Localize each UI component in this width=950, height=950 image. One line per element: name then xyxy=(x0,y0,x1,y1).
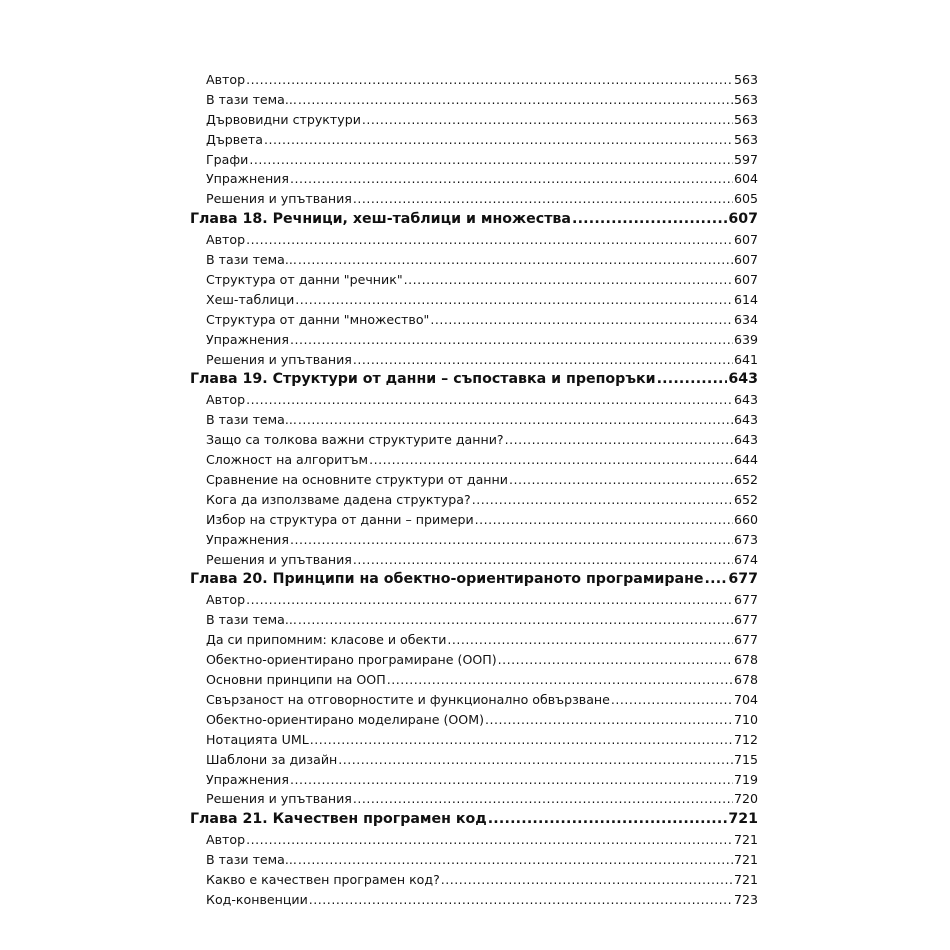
toc-page-number: 673 xyxy=(733,531,758,547)
toc-entry-title: Автор xyxy=(206,592,246,608)
toc-section-entry xyxy=(190,330,758,350)
toc-entry-title: Основни принципи на ООП xyxy=(206,672,386,688)
toc-entry-title: Код-конвенции xyxy=(206,891,308,907)
toc-section-entry xyxy=(190,470,758,490)
toc-entry-title: Избор на структура от данни – примери xyxy=(206,511,474,527)
toc-page-number: 704 xyxy=(733,691,758,707)
toc-section-entry xyxy=(190,130,758,150)
toc-section-entry xyxy=(190,870,758,890)
toc-section-entry xyxy=(190,310,758,330)
toc-entry-title: Сложност на алгоритъм xyxy=(206,452,369,468)
toc-page-number: 607 xyxy=(733,252,758,268)
toc-page-number: 563 xyxy=(733,131,758,147)
dot-leader xyxy=(404,270,733,290)
toc-entry-title: Автор xyxy=(206,392,246,408)
toc-page-number: 677 xyxy=(733,592,758,608)
dot-leader xyxy=(298,610,733,630)
toc-entry-title: Обектно-ориентирано програмиране (ООП) xyxy=(206,652,497,668)
toc-entry-title: Да си припомним: класове и обекти xyxy=(206,632,447,648)
toc-section-entry xyxy=(190,789,758,809)
toc-entry-title: Защо са толкова важни структурите данни? xyxy=(206,432,504,448)
toc-entry-title: В тази тема... xyxy=(206,91,297,107)
dot-leader xyxy=(498,650,733,670)
toc-entry-title: Нотацията UML xyxy=(206,731,309,747)
toc-page-number: 597 xyxy=(733,151,758,167)
toc-page-number: 720 xyxy=(733,791,758,807)
toc-page-number: 660 xyxy=(733,511,758,527)
toc-section-entry xyxy=(190,70,758,90)
toc-entry-title: Глава 21. Качествен програмен код xyxy=(190,811,487,828)
dot-leader xyxy=(246,230,733,250)
toc-page-number: 678 xyxy=(733,672,758,688)
toc-page-number: 614 xyxy=(733,291,758,307)
dot-leader xyxy=(246,390,733,410)
table-of-contents xyxy=(190,70,758,910)
toc-section-entry xyxy=(190,850,758,870)
dot-leader xyxy=(485,710,733,730)
toc-page-number: 605 xyxy=(733,191,758,207)
toc-entry-title: Шаблони за дизайн xyxy=(206,751,338,767)
toc-section-entry xyxy=(190,450,758,470)
toc-entry-title: Автор xyxy=(206,232,246,248)
dot-leader xyxy=(290,530,733,550)
dot-leader xyxy=(249,150,733,170)
dot-leader xyxy=(611,690,733,710)
dot-leader xyxy=(353,550,733,570)
toc-entry-title: Структура от данни "речник" xyxy=(206,272,403,288)
toc-page-number: 563 xyxy=(733,91,758,107)
dot-leader xyxy=(488,809,728,830)
toc-entry-title: Упражнения xyxy=(206,531,289,547)
dot-leader xyxy=(290,330,733,350)
toc-entry-title: Упражнения xyxy=(206,771,289,787)
toc-section-entry xyxy=(190,110,758,130)
toc-section-entry xyxy=(190,230,758,250)
dot-leader xyxy=(705,569,728,590)
dot-leader xyxy=(475,510,733,530)
dot-leader xyxy=(295,290,733,310)
toc-page-number: 641 xyxy=(733,351,758,367)
toc-section-entry xyxy=(190,630,758,650)
toc-page-number: 721 xyxy=(733,852,758,868)
toc-section-entry xyxy=(190,430,758,450)
dot-leader xyxy=(246,830,733,850)
toc-page-number: 677 xyxy=(733,632,758,648)
toc-section-entry xyxy=(190,750,758,770)
toc-section-entry xyxy=(190,490,758,510)
toc-section-entry xyxy=(190,250,758,270)
toc-page-number: 674 xyxy=(733,551,758,567)
toc-entry-title: Решения и упътвания xyxy=(206,191,352,207)
dot-leader xyxy=(298,90,733,110)
dot-leader xyxy=(369,450,733,470)
toc-page-number: 721 xyxy=(733,832,758,848)
toc-entry-title: Графи xyxy=(206,151,249,167)
dot-leader xyxy=(441,870,733,890)
dot-leader xyxy=(309,890,733,910)
dot-leader xyxy=(264,130,733,150)
toc-section-entry xyxy=(190,650,758,670)
toc-entry-title: В тази тема... xyxy=(206,852,297,868)
dot-leader xyxy=(353,189,733,209)
toc-section-entry xyxy=(190,169,758,189)
toc-page-number: 563 xyxy=(733,72,758,87)
toc-section-entry xyxy=(190,670,758,690)
toc-section-entry xyxy=(190,90,758,110)
dot-leader xyxy=(572,209,727,230)
dot-leader xyxy=(430,310,733,330)
dot-leader xyxy=(505,430,733,450)
toc-entry-title: Хеш-таблици xyxy=(206,291,295,307)
toc-page-number: 643 xyxy=(733,412,758,428)
toc-entry-title: Автор xyxy=(206,72,246,87)
toc-page-number: 721 xyxy=(728,811,758,828)
toc-page-number: 643 xyxy=(733,392,758,408)
toc-entry-title: Обектно-ориентирано моделиране (ООМ) xyxy=(206,711,485,727)
toc-section-entry xyxy=(190,270,758,290)
toc-page-number: 652 xyxy=(733,491,758,507)
toc-section-entry xyxy=(190,189,758,209)
toc-section-entry xyxy=(190,390,758,410)
toc-entry-title: Глава 19. Структури от данни – съпоставка и препоръки xyxy=(190,371,656,388)
toc-section-entry xyxy=(190,690,758,710)
toc-section-entry xyxy=(190,150,758,170)
toc-section-entry xyxy=(190,350,758,370)
dot-leader xyxy=(298,410,733,430)
toc-section-entry xyxy=(190,770,758,790)
dot-leader xyxy=(387,670,733,690)
toc-page-number: 710 xyxy=(733,711,758,727)
toc-entry-title: Кога да използваме дадена структура? xyxy=(206,491,471,507)
toc-entry-title: Глава 20. Принципи на обектно-ориентираното програмиране xyxy=(190,571,704,588)
toc-entry-title: Упражнения xyxy=(206,331,289,347)
dot-leader xyxy=(353,350,733,370)
toc-chapter-entry xyxy=(190,369,758,390)
toc-page-number: 678 xyxy=(733,652,758,668)
dot-leader xyxy=(298,250,733,270)
toc-entry-title: Решения и упътвания xyxy=(206,791,352,807)
toc-page-number: 634 xyxy=(733,311,758,327)
dot-leader xyxy=(362,110,733,130)
toc-entry-title: Упражнения xyxy=(206,171,289,187)
toc-entry-title: В тази тема... xyxy=(206,252,297,268)
toc-entry-title: Решения и упътвания xyxy=(206,551,352,567)
toc-entry-title: В тази тема... xyxy=(206,612,297,628)
toc-section-entry xyxy=(190,710,758,730)
toc-section-entry xyxy=(190,410,758,430)
toc-page-number: 639 xyxy=(733,331,758,347)
toc-entry-title: Свързаност на отговорностите и функционално обвързване xyxy=(206,691,610,707)
dot-leader xyxy=(447,630,733,650)
toc-section-entry xyxy=(190,890,758,910)
dot-leader xyxy=(246,590,733,610)
toc-entry-title: Дървовидни структури xyxy=(206,111,361,127)
toc-entry-title: Сравнение на основните структури от данни xyxy=(206,472,508,488)
toc-section-entry xyxy=(190,510,758,530)
toc-page-number: 652 xyxy=(733,472,758,488)
dot-leader xyxy=(298,850,733,870)
toc-section-entry xyxy=(190,830,758,850)
dot-leader xyxy=(290,169,733,189)
toc-section-entry xyxy=(190,530,758,550)
toc-section-entry xyxy=(190,590,758,610)
dot-leader xyxy=(657,369,728,390)
toc-page-number: 607 xyxy=(733,272,758,288)
toc-section-entry xyxy=(190,610,758,630)
toc-chapter-entry xyxy=(190,569,758,590)
toc-entry-title: Автор xyxy=(206,832,246,848)
toc-page-number: 607 xyxy=(733,232,758,248)
toc-page-number: 604 xyxy=(733,171,758,187)
toc-entry-title: Какво е качествен програмен код? xyxy=(206,872,440,888)
toc-page-number: 643 xyxy=(728,371,758,388)
dot-leader xyxy=(472,490,733,510)
toc-entry-title: В тази тема... xyxy=(206,412,297,428)
toc-page-number: 677 xyxy=(733,612,758,628)
toc-page-number: 643 xyxy=(733,432,758,448)
dot-leader xyxy=(310,730,733,750)
toc-page-number: 607 xyxy=(728,211,758,228)
dot-leader xyxy=(246,70,733,90)
toc-page-number: 563 xyxy=(733,111,758,127)
toc-entry-title: Глава 18. Речници, хеш-таблици и множества xyxy=(190,211,571,228)
toc-section-entry xyxy=(190,550,758,570)
toc-page-number: 719 xyxy=(733,771,758,787)
toc-entry-title: Структура от данни "множество" xyxy=(206,311,430,327)
toc-section-entry xyxy=(190,290,758,310)
toc-page-number: 677 xyxy=(728,571,758,588)
toc-page-number: 723 xyxy=(733,891,758,907)
dot-leader xyxy=(353,789,733,809)
toc-chapter-entry xyxy=(190,809,758,830)
toc-entry-title: Дървета xyxy=(206,131,263,147)
dot-leader xyxy=(290,770,733,790)
toc-page-number: 644 xyxy=(733,452,758,468)
toc-page-number: 715 xyxy=(733,751,758,767)
dot-leader xyxy=(509,470,733,490)
dot-leader xyxy=(338,750,733,770)
toc-page-number: 721 xyxy=(733,872,758,888)
toc-section-entry xyxy=(190,730,758,750)
toc-chapter-entry xyxy=(190,209,758,230)
toc-entry-title: Решения и упътвания xyxy=(206,351,352,367)
toc-page-number: 712 xyxy=(733,731,758,747)
